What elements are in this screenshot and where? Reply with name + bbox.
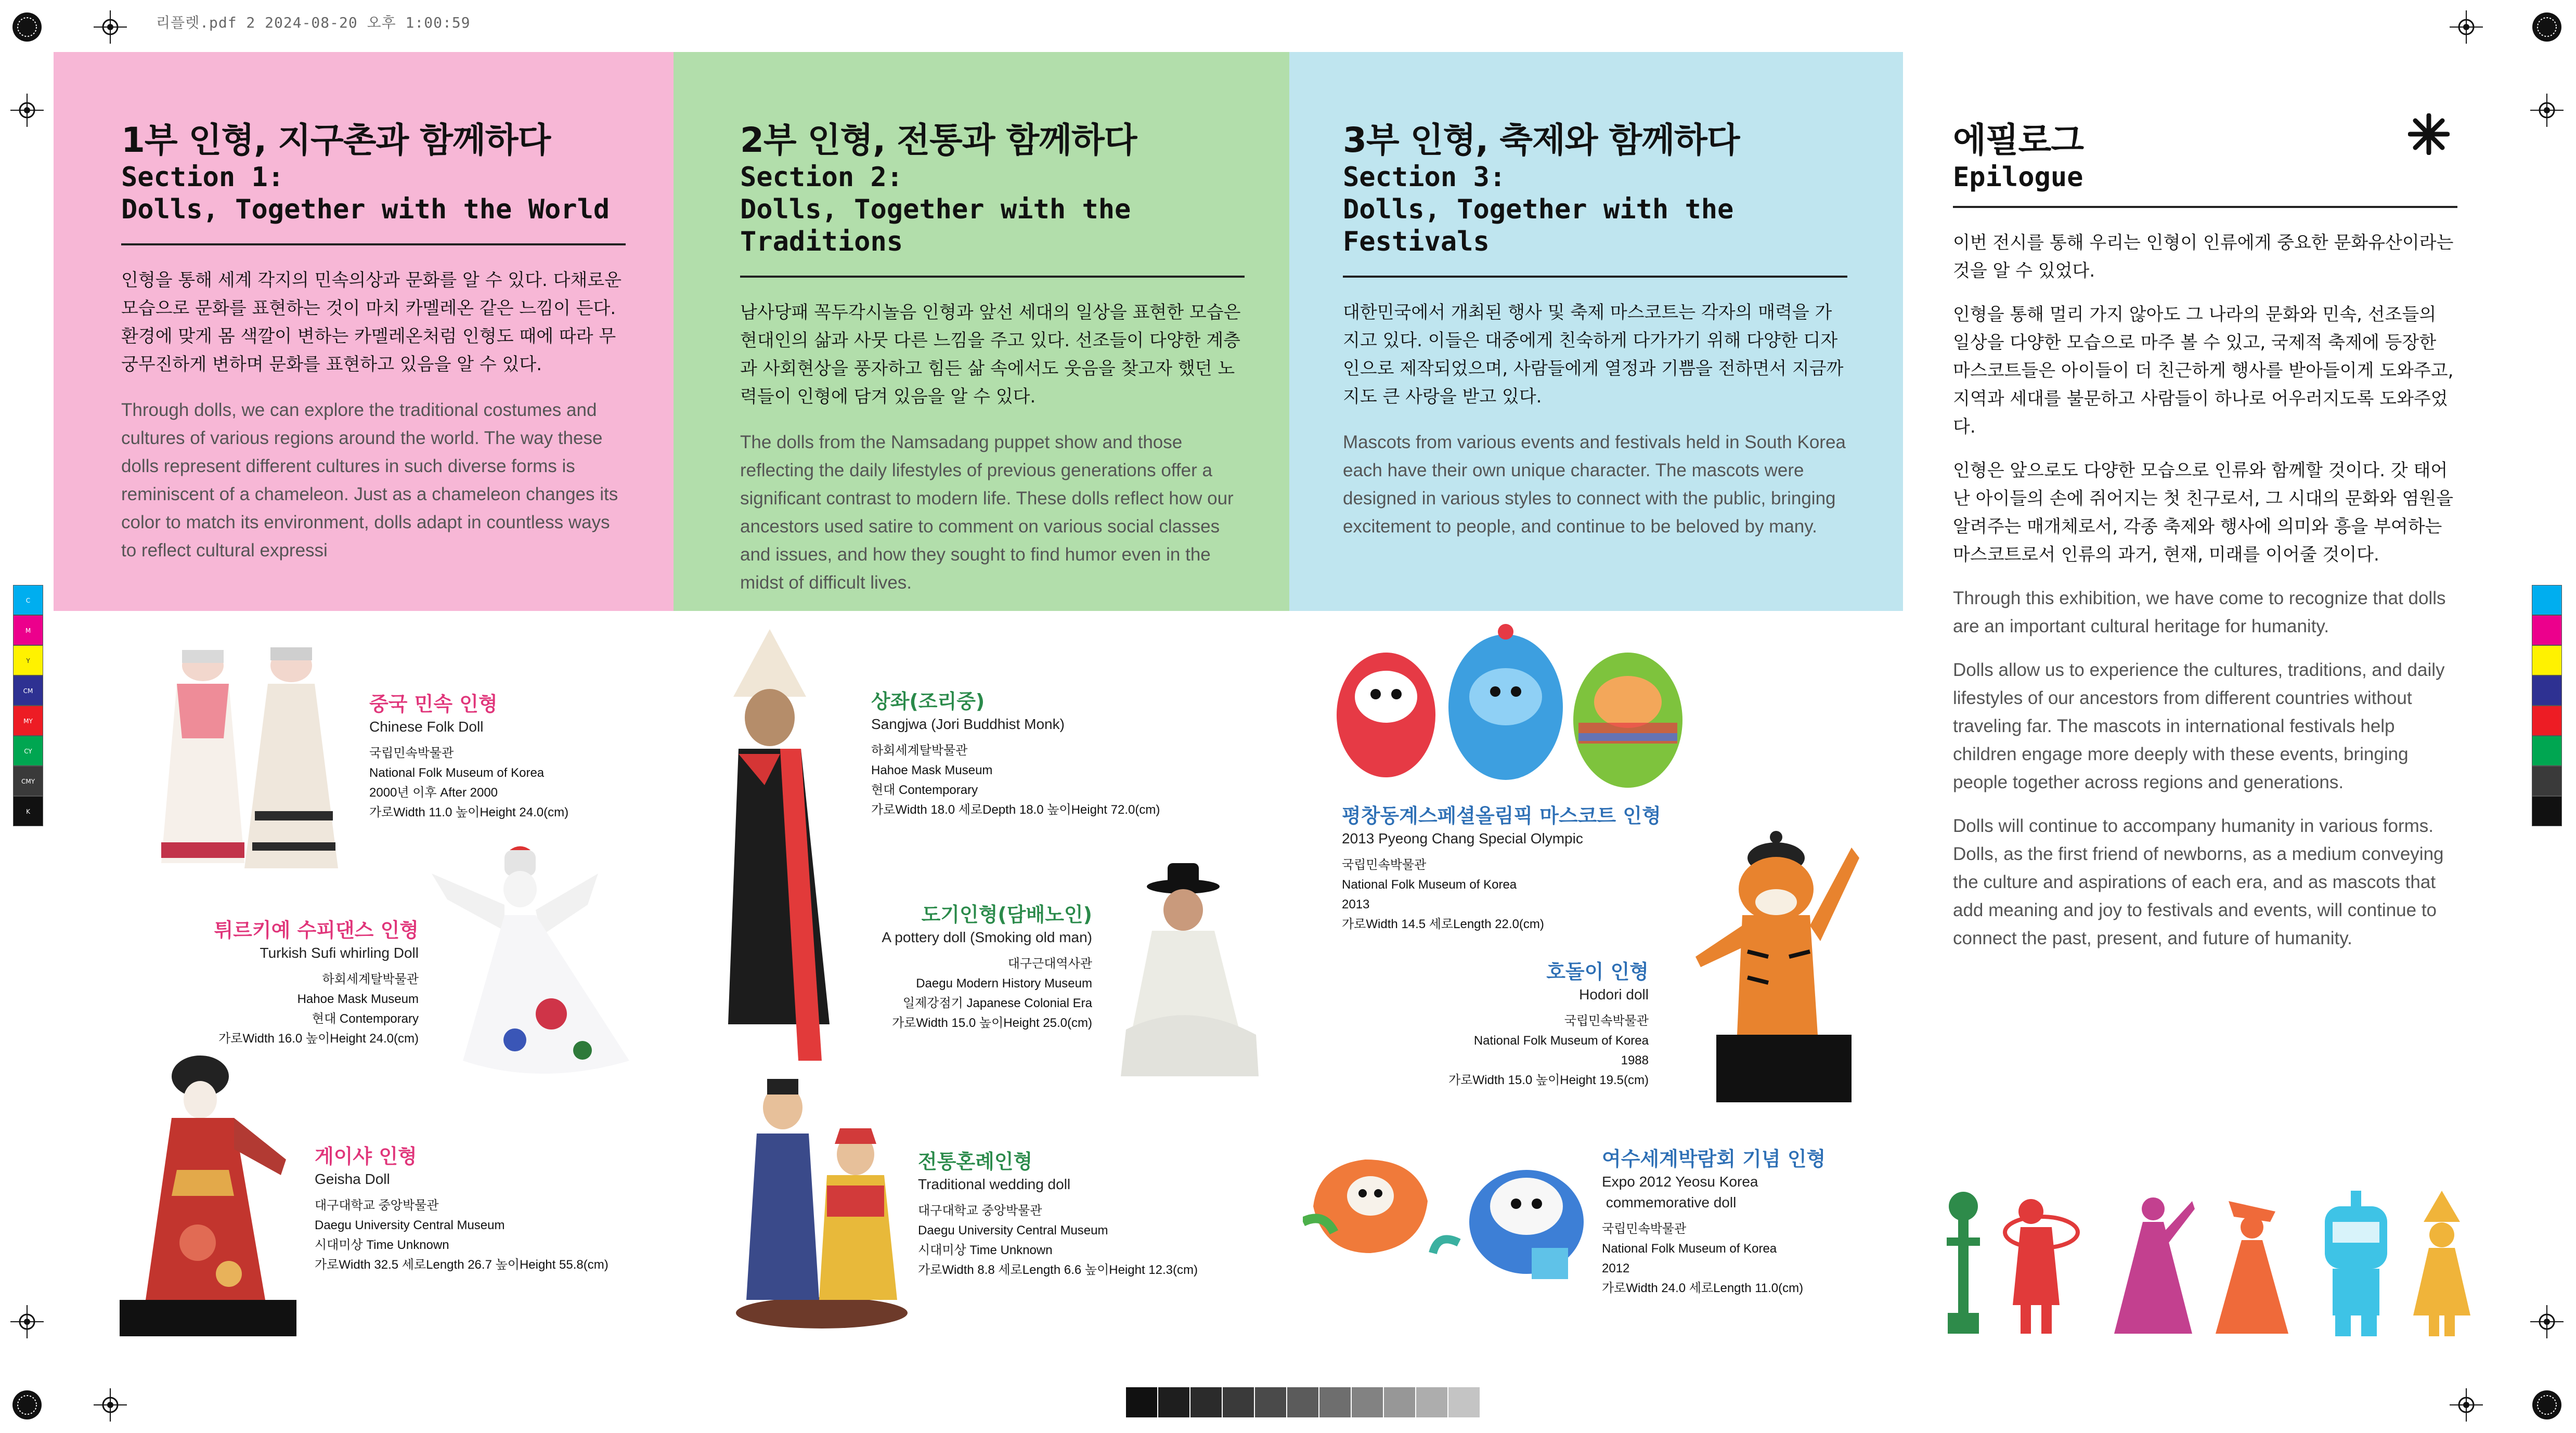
sangjwa-doll-image: [718, 629, 869, 1071]
registration-mark-icon: [10, 1305, 44, 1338]
divider: [1343, 276, 1847, 278]
epilogue-en-3: Dolls will continue to accompany humanity in various forms. Dolls, as the first friend of newborns, as a medium conveying the culture and aspirations of each era, and as mascots that add meaning and joy to festivals and events, will continue to connect the past, present, and future of humanity.: [1953, 816, 2444, 948]
item-turkish-sufi-doll: [156, 918, 419, 1049]
item-title: 전통혼례인형: [918, 1150, 1033, 1173]
item-title: 평창동계스페셜올림픽 마스코트 인형: [1342, 804, 1661, 827]
section-title-ko: 2부 인형, 전통과 함께하다: [740, 120, 1137, 160]
registration-mark-icon: [10, 1388, 44, 1422]
registration-mark-icon: [2530, 1388, 2564, 1422]
epilogue-ko-1: 이번 전시를 통해 우리는 인형이 인류에게 중요한 문화유산이라는 것을 알 수 있었다.: [1953, 232, 2454, 281]
epilogue-ko-2: 인형을 통해 멀리 가지 않아도 그 나라의 문화와 민속, 선조들의 일상을 다양한 모습으로 마주 볼 수 있고, 국제적 축제에 등장한 마스코트들은 아이들이 더 친근하게 행사를 받아들이게 도와주고, 지역과 세대를 불문하고 사람들이 하나로 어우러지도록 도와주었다.: [1953, 304, 2454, 437]
section-title-ko: 1부 인형, 지구촌과 함께하다: [121, 120, 551, 160]
item-geisha-doll: [315, 1144, 609, 1275]
color-swatch: [2532, 645, 2562, 675]
item-detail: 국립민속박물관: [1342, 858, 1427, 872]
item-detail: Daegu University Central Museum: [918, 1223, 1108, 1237]
item-subtitle: 2013 Pyeong Chang Special Olympic: [1342, 830, 1583, 846]
section-title-en-line1: Section 3:: [1343, 162, 1506, 193]
item-detail: 대구대학교 중앙박물관: [918, 1204, 1042, 1218]
item-detail: 일제강점기 Japanese Colonial Era: [902, 996, 1092, 1010]
item-detail: 2012: [1602, 1261, 1630, 1275]
item-subtitle: Chinese Folk Doll: [369, 719, 484, 735]
section-title-en-line1: Section 2:: [740, 162, 903, 193]
item-detail: National Folk Museum of Korea: [1473, 1034, 1649, 1048]
turkish-sufi-doll-image: [426, 842, 645, 1087]
section-body-en: Through dolls, we can explore the traditional costumes and cultures of various regions around the world. The way these dolls represent different cultures in such diverse forms is reminiscent of a chameleon. Just as a chameleon changes its color to match its environment, dolls adapt in countless ways to reflect cultural expressi: [121, 400, 618, 561]
item-title: 상좌(조리중): [871, 690, 985, 713]
doll-silhouette-icon: [2317, 1191, 2395, 1336]
item-detail: 가로Width 11.0 높이Height 24.0(cm): [369, 805, 569, 819]
doll-silhouette-icon: [1943, 1191, 1984, 1336]
item-detail: Hahoe Mask Museum: [871, 763, 993, 777]
yeosu-expo-doll-image: [1303, 1144, 1604, 1289]
item-subtitle: commemorative doll: [1602, 1194, 1737, 1210]
item-yeosu-expo-doll: [1602, 1147, 1826, 1298]
item-detail: 시대미상 Time Unknown: [918, 1243, 1053, 1257]
doll-silhouette-icon: [2213, 1191, 2291, 1336]
grayscale-bar: [1126, 1387, 1481, 1417]
color-swatch: Y: [13, 645, 43, 675]
item-wedding-doll: [918, 1149, 1198, 1280]
section-title-en-line2: Dolls, Together with the Festivals: [1343, 194, 1734, 257]
section-3-panel: [1289, 52, 1903, 611]
color-swatch: [2532, 736, 2562, 766]
color-swatch: C: [13, 585, 43, 615]
item-detail: 가로Width 14.5 세로Length 22.0(cm): [1342, 917, 1544, 931]
pottery-doll-image: [1110, 863, 1266, 1082]
epilogue-title-ko: 에필로그: [1953, 120, 2084, 160]
item-pyeongchang-mascot: [1342, 803, 1661, 934]
item-detail: 현대 Contemporary: [871, 783, 978, 797]
section-body-en: Mascots from various events and festivals held in South Korea each have their own unique character. The mascots were designed in various styles to connect with the public, bringing excitement to people, and continue to be beloved by many.: [1343, 432, 1846, 537]
color-swatch: [2532, 706, 2562, 736]
registration-mark-icon: [10, 10, 44, 44]
registration-mark-icon: [2530, 94, 2564, 127]
item-detail: 가로Width 16.0 높이Height 24.0(cm): [218, 1032, 419, 1046]
registration-mark-icon: [2450, 10, 2483, 44]
item-subtitle: Geisha Doll: [315, 1171, 390, 1187]
item-title: 도기인형(담배노인): [921, 903, 1092, 926]
item-subtitle: Traditional wedding doll: [918, 1176, 1071, 1192]
geisha-doll-image: [114, 1056, 302, 1347]
item-subtitle: Expo 2012 Yeosu Korea: [1602, 1174, 1758, 1190]
print-header: 리플렛.pdf 2 2024-08-20 오후 1:00:59: [156, 14, 471, 31]
color-swatch: K: [13, 796, 43, 826]
item-detail: 국립민속박물관: [1564, 1014, 1649, 1028]
item-title: 중국 민속 인형: [369, 693, 498, 715]
registration-mark-icon: [2530, 10, 2564, 44]
section-2-panel: [674, 52, 1289, 611]
item-detail: 가로Width 15.0 높이Height 25.0(cm): [892, 1016, 1092, 1030]
item-subtitle: Hodori doll: [1579, 986, 1649, 1002]
item-title: 여수세계박람회 기념 인형: [1602, 1148, 1826, 1170]
color-swatch: MY: [13, 706, 43, 736]
epilogue-panel: [1953, 52, 2457, 968]
item-chinese-folk-doll: [369, 692, 568, 823]
chinese-folk-doll-image: [146, 634, 354, 879]
epilogue-en-2: Dolls allow us to experience the cultures, traditions, and daily lifestyles of our ancestors from different countries without traveling far. The mascots in international festivals help children engage more deeply with these events, bringing people together across regions and generations.: [1953, 660, 2445, 792]
item-subtitle: A pottery doll (Smoking old man): [882, 929, 1092, 945]
epilogue-ko-3: 인형은 앞으로도 다양한 모습으로 인류와 함께할 것이다. 갓 태어난 아이들의 손에 쥐어지는 첫 친구로서, 그 시대의 문화와 염원을 알려주는 매개체로서, 각종 축제와 행사에 의미와 흥을 부여하는 마스코트로서 인류의 과거, 현재, 미래를 이어줄 것이다.: [1953, 460, 2454, 565]
doll-silhouette-icon: [2000, 1191, 2083, 1336]
color-swatch: M: [13, 615, 43, 645]
item-detail: 대구근대역사관: [1007, 957, 1092, 971]
section-body-en: The dolls from the Namsadang puppet show and those reflecting the daily lifestyles of previous generations offer a significant contrast to modern life. These dolls reflect how our ancestors used satire to comment on various social classes and issues, and how they sought to find humor even in the midst of difficult lives.: [740, 432, 1234, 593]
color-swatch: CMY: [13, 766, 43, 796]
color-swatch: CY: [13, 736, 43, 766]
item-title: 호돌이 인형: [1546, 960, 1649, 983]
item-title: 튀르키예 수피댄스 인형: [214, 919, 419, 942]
color-swatch: [2532, 585, 2562, 615]
registration-mark-icon: [2530, 1305, 2564, 1338]
color-swatch: [2532, 766, 2562, 796]
registration-mark-icon: [94, 10, 127, 44]
epilogue-title-en: Epilogue: [1953, 162, 2083, 193]
item-detail: 하회세계탈박물관: [871, 744, 968, 758]
divider: [121, 243, 626, 245]
item-detail: 2000년 이후 After 2000: [369, 786, 498, 800]
section-body-ko: 대한민국에서 개최된 행사 및 축제 마스코트는 각자의 매력을 가지고 있다. 이들은 대중에게 친숙하게 다가가기 위해 다양한 디자인으로 제작되었으며, 사람들에게 열정과 기쁨을 전하면서 지금까지도 큰 사랑을 받고 있다.: [1343, 302, 1844, 407]
item-detail: 1988: [1621, 1053, 1649, 1067]
item-pottery-doll: [863, 902, 1092, 1033]
registration-mark-icon: [2450, 1388, 2483, 1422]
item-detail: 국립민속박물관: [369, 746, 454, 760]
hodori-doll-image: [1685, 827, 1862, 1108]
item-detail: National Folk Museum of Korea: [1342, 878, 1517, 892]
item-detail: Daegu Modern History Museum: [916, 976, 1092, 991]
section-body-ko: 남사당패 꼭두각시놀음 인형과 앞선 세대의 일상을 표현한 모습은 현대인의 삶과 사뭇 다른 느낌을 주고 있다. 선조들이 다양한 계층과 사회현상을 풍자하고 힘든 삶 속에서도 웃음을 찾고자 했던 노력들이 인형에 담겨 있음을 알 수 있다.: [740, 302, 1241, 407]
doll-silhouette-icon: [2411, 1191, 2473, 1336]
doll-silhouette-icon: [2112, 1191, 2195, 1336]
item-detail: 현대 Contemporary: [312, 1012, 419, 1026]
section-1-panel: [54, 52, 674, 611]
item-detail: 대구대학교 중앙박물관: [315, 1198, 439, 1213]
section-body-ko: 인형을 통해 세계 각지의 민속의상과 문화를 알 수 있다. 다채로운 모습으로 문화를 표현하는 것이 마치 카멜레온 같은 느낌이 든다. 환경에 맞게 몸 색깔이 변하는 카멜레온처럼 인형도 때에 따라 무궁무진하게 변하며 문화를 표현하고 있음을 알 수 있다.: [121, 270, 622, 375]
item-detail: 가로Width 15.0 높이Height 19.5(cm): [1448, 1073, 1649, 1087]
divider: [1953, 206, 2457, 208]
color-bar-right: [2532, 585, 2562, 826]
item-detail: 하회세계탈박물관: [322, 972, 419, 986]
item-detail: 2013: [1342, 897, 1370, 911]
color-swatch: CM: [13, 675, 43, 706]
item-detail: 가로Width 32.5 세로Length 26.7 높이Height 55.8(cm): [315, 1258, 609, 1272]
epilogue-en-1: Through this exhibition, we have come to recognize that dolls are an important cultural heritage for humanity.: [1953, 588, 2446, 636]
item-title: 게이샤 인형: [315, 1145, 417, 1168]
item-detail: 시대미상 Time Unknown: [315, 1238, 449, 1252]
pyeongchang-mascots-image: [1334, 624, 1688, 796]
item-detail: National Folk Museum of Korea: [1602, 1242, 1777, 1256]
color-swatch: [2532, 615, 2562, 645]
section-title-en-line2: Dolls, Together with the World: [121, 194, 610, 225]
item-detail: 가로Width 8.8 세로Length 6.6 높이Height 12.3(cm): [918, 1263, 1198, 1277]
item-sangjwa: [871, 689, 1160, 820]
item-detail: 국립민속박물관: [1602, 1222, 1687, 1236]
section-title-en-line2: Dolls, Together with the Traditions: [740, 194, 1131, 257]
color-bar-left: [13, 585, 43, 826]
item-detail: National Folk Museum of Korea: [369, 766, 545, 780]
item-subtitle: Sangjwa (Jori Buddhist Monk): [871, 716, 1065, 732]
item-hodori-doll: [1404, 959, 1649, 1090]
registration-mark-icon: [94, 1388, 127, 1422]
section-title-ko: 3부 인형, 축제와 함께하다: [1343, 120, 1740, 160]
item-subtitle: Turkish Sufi whirling Doll: [260, 945, 419, 961]
wedding-doll-image: [731, 1071, 913, 1331]
divider: [740, 276, 1245, 278]
registration-mark-icon: [10, 94, 44, 127]
color-swatch: [2532, 796, 2562, 826]
item-detail: 가로Width 24.0 세로Length 11.0(cm): [1602, 1281, 1804, 1295]
item-detail: Hahoe Mask Museum: [297, 992, 419, 1006]
starburst-icon: [2408, 113, 2450, 155]
color-swatch: [2532, 675, 2562, 706]
item-detail: Daegu University Central Museum: [315, 1218, 505, 1232]
section-title-en-line1: Section 1:: [121, 162, 284, 193]
item-detail: 가로Width 18.0 세로Depth 18.0 높이Height 72.0(cm): [871, 803, 1160, 817]
